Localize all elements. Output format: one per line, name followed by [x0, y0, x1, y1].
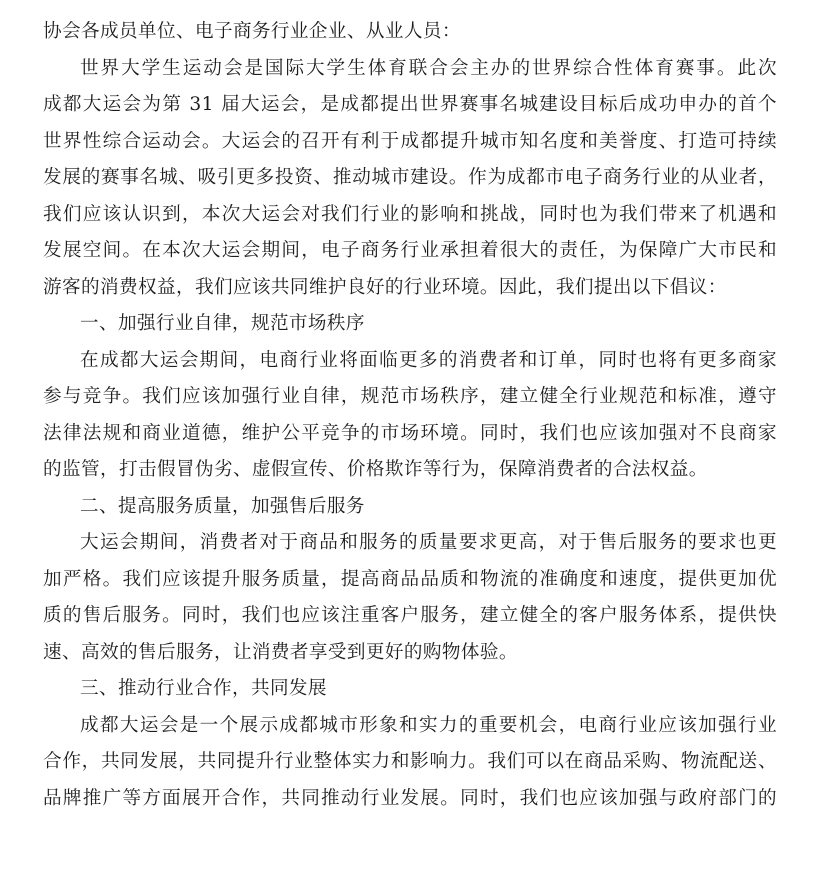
document-lines	[43, 51, 777, 818]
text-line: 世界性综合运动会。大运会的召开有利于成都提升城市知名度和美誉度、打造可持续	[43, 130, 777, 152]
text-line: 游客的消费权益，我们应该共同维护良好的行业环境。因此，我们提出以下倡议：	[43, 276, 727, 298]
text-line: 一、加强行业自律，规范市场秩序	[80, 313, 365, 334]
salutation: 协会各成员单位、电子商务行业企业、从业人员：	[43, 21, 461, 42]
text-line: 成都大运会为第 31 届大运会，是成都提出世界赛事名城建设目标后成功申办的首个	[43, 94, 777, 115]
document-body	[43, 14, 777, 817]
text-line: 速、高效的售后服务，让消费者享受到更好的购物体验。	[43, 641, 518, 663]
text-line: 大运会期间，消费者对于商品和服务的质量要求更高，对于售后服务的要求也更	[80, 532, 777, 553]
text-line: 质的售后服务。同时，我们也应该注重客户服务，建立健全的客户服务体系，提供快	[43, 605, 777, 626]
text-line: 世界大学生运动会是国际大学生体育联合会主办的世界综合性体育赛事。此次	[80, 57, 777, 79]
text-line: 发展空间。在本次大运会期间，电子商务行业承担着很大的责任，为保障广大市民和	[43, 240, 777, 261]
text-line: 品牌推广等方面展开合作，共同推动行业发展。同时，我们也应该加强与政府部门的	[43, 787, 777, 809]
text-line: 三、推动行业合作，共同发展	[80, 678, 327, 699]
text-line: 合作，共同发展，共同提升行业整体实力和影响力。我们可以在商品采购、物流配送、	[43, 751, 777, 772]
text-line: 法律法规和商业道德，维护公平竞争的市场环境。同时，我们也应该加强对不良商家	[43, 422, 777, 444]
text-line: 加严格。我们应该提升服务质量，提高商品品质和物流的准确度和速度，提供更加优	[43, 568, 777, 590]
text-line: 的监管，打击假冒伪劣、虚假宣传、价格欺诈等行为，保障消费者的合法权益。	[43, 459, 708, 480]
text-line: 二、提高服务质量，加强售后服务	[80, 495, 365, 517]
text-line: 成都大运会是一个展示成都城市形象和实力的重要机会，电商行业应该加强行业	[80, 714, 777, 736]
text-line: 发展的赛事名城、吸引更多投资、推动城市建设。作为成都市电子商务行业的从业者，	[43, 167, 777, 188]
text-line: 在成都大运会期间，电商行业将面临更多的消费者和订单，同时也将有更多商家	[80, 349, 777, 371]
text-line: 参与竞争。我们应该加强行业自律，规范市场秩序，建立健全行业规范和标准，遵守	[43, 386, 777, 407]
text-line: 我们应该认识到，本次大运会对我们行业的影响和挑战，同时也为我们带来了机遇和	[43, 203, 777, 225]
